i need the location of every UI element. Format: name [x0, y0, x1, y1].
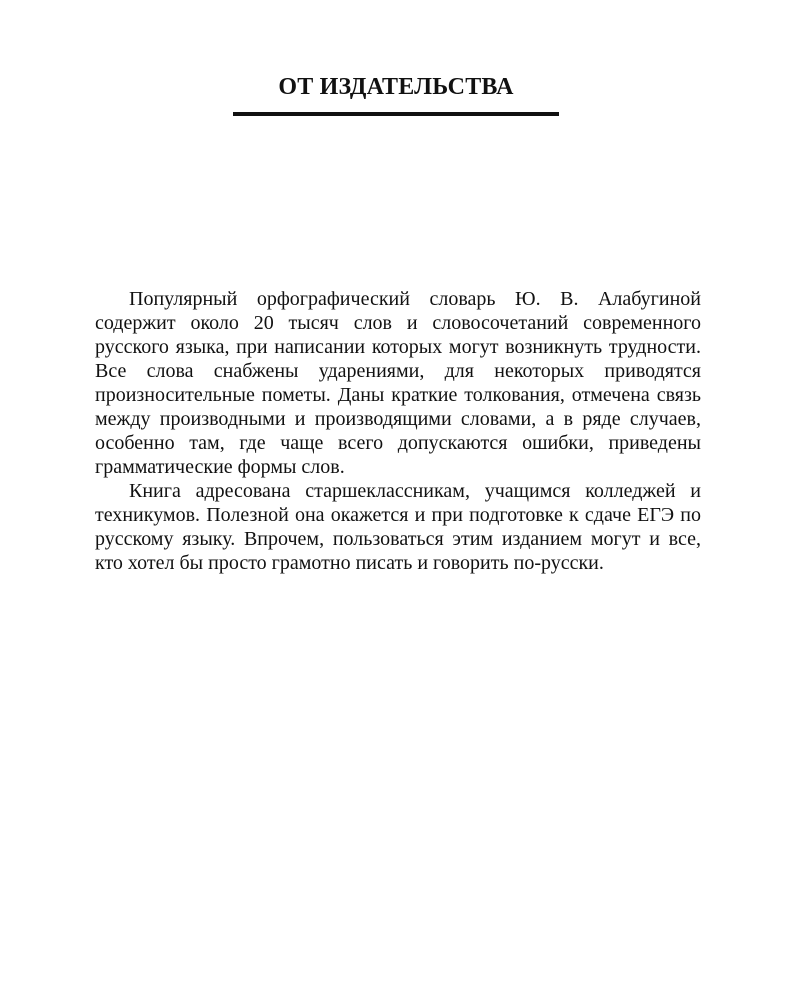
- heading-block: [233, 72, 559, 116]
- paragraph-1: Популярный орфографический словарь Ю. В. Алабугиной содержит около 20 тысяч слов и словосочетаний современного русского языка, при написании которых могут возникнуть трудности. Все слова снабжены ударениями, для некоторых приводятся произносительные пометы. Даны краткие толкования, отмечена связь между производными и производящими словами, а в ряде случаев, особенно там, где чаще всего допускаются ошибки, приведены грамматические формы слов.: [95, 288, 701, 478]
- paragraph-2: Книга адресована старшеклассникам, учащимся колледжей и техникумов. Полезной она окажется и при подготовке к сдаче ЕГЭ по русскому языку. Впрочем, пользоваться этим изданием могут и все, кто хотел бы просто грамотно писать и говорить по-русски.: [95, 480, 701, 574]
- heading-underline: [233, 112, 559, 116]
- page-title: ОТ ИЗДАТЕЛЬСТВА: [278, 74, 514, 100]
- body-text: [95, 287, 701, 575]
